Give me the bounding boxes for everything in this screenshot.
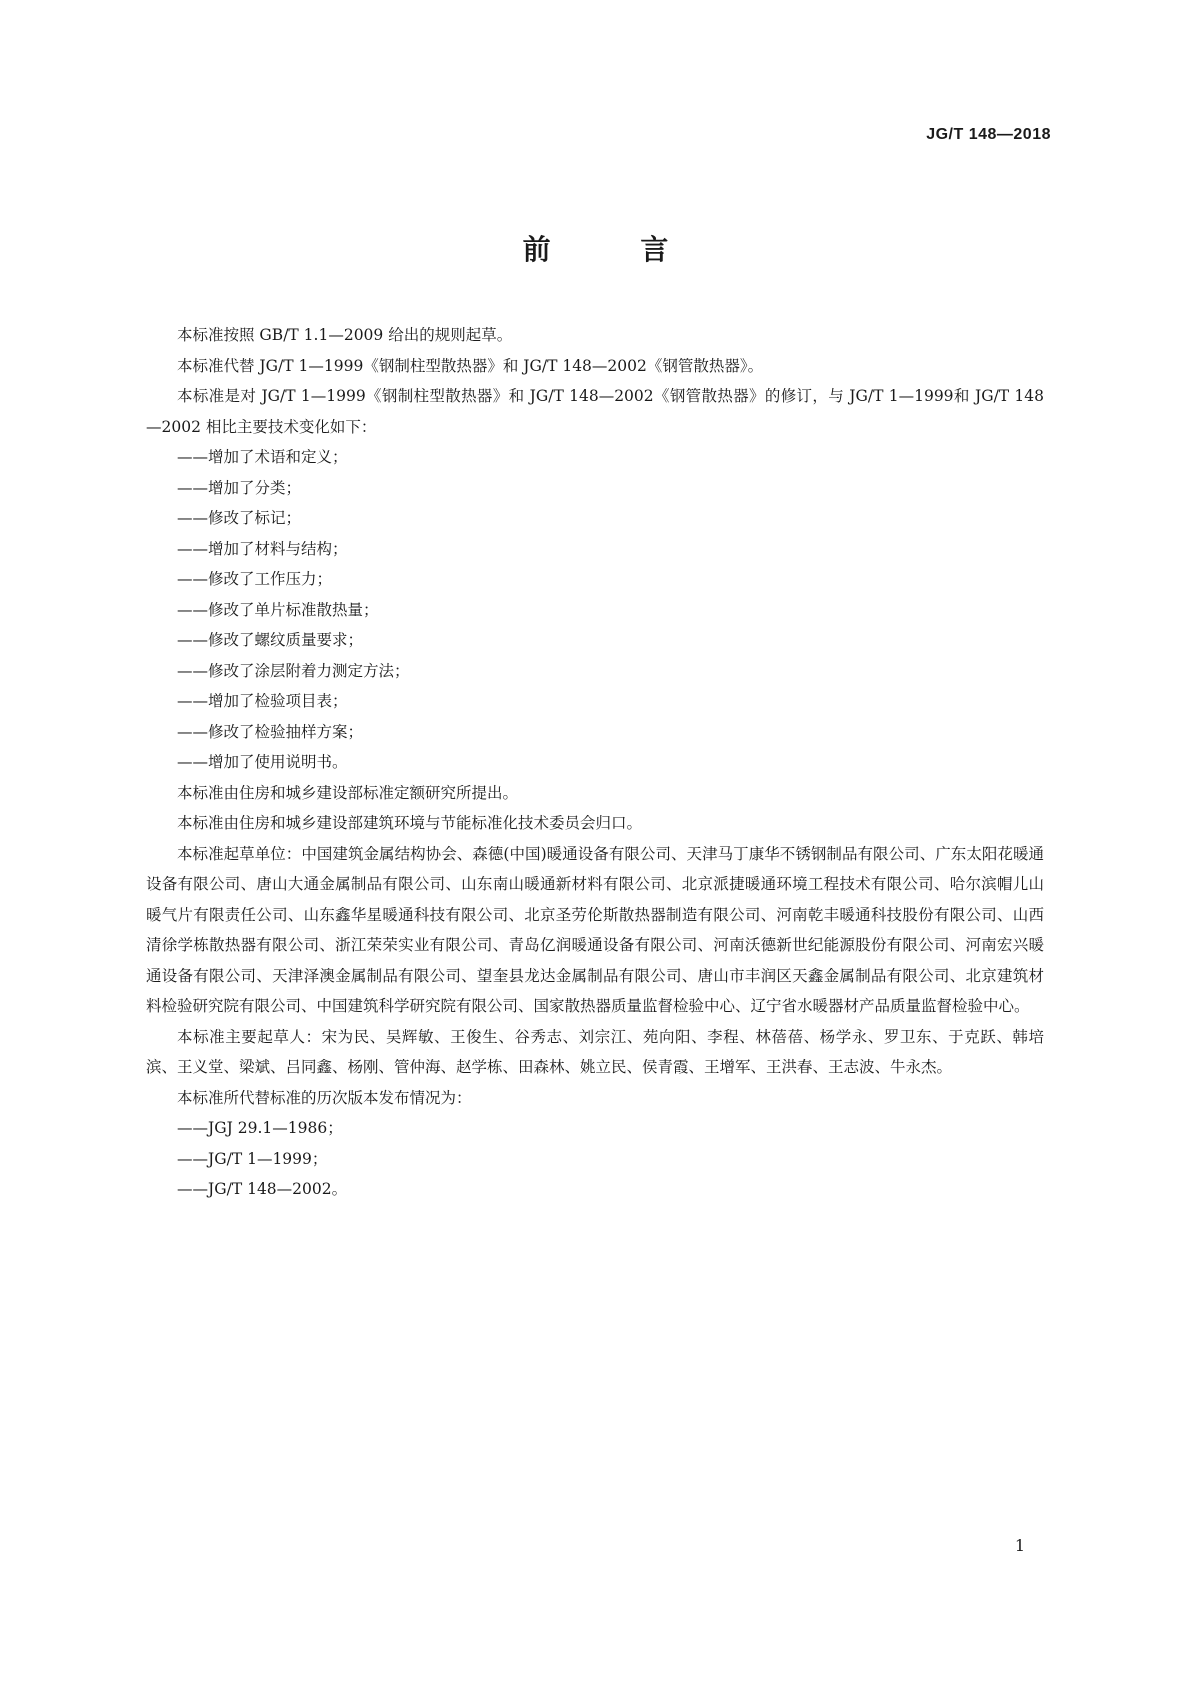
history-item: ——JG/T 148—2002。 [177,1180,348,1198]
paragraph-history-intro: 本标准所代替标准的历次版本发布情况为： [177,1088,472,1107]
change-item: ——修改了检验抽样方案； [177,722,364,741]
change-item: ——修改了涂层附着力测定方法； [177,661,410,680]
history-item: ——JG/T 1—1999； [177,1149,328,1168]
change-item: ——修改了螺纹质量要求； [177,631,364,649]
paragraph-drafting-units: 本标准起草单位：中国建筑金属结构协会、森德(中国)暖通设备有限公司、天津马丁康华不锈钢制品有限公司、广东太阳花暖通设备有限公司、唐山大通金属制品有限公司、山东南山暖通新材料有限公司、北京派捷暖通环境工程技术有限公司、哈尔滨帽儿山暖气片有限责任公司、山东鑫华星暖通科技有限公司、北京圣劳伦斯散热器制造有限公司、河南乾丰暖通科技股份有限公司、山西清徐学栋散热器有限公司、浙江荣荣实业有限公司、青岛亿润暖通设备有限公司、河南沃德新世纪能源股份有限公司、河南宏兴暖通设备有限公司、天津泽澳金属制品有限公司、望奎县龙达金属制品有限公司、唐山市丰润区天鑫金属制品有限公司、北京建筑材料检验研究院有限公司、中国建筑科学研究院有限公司、国家散热器质量监督检验中心、辽宁省水暖器材产品质量监督检验中心。 [146,844,1044,1015]
paragraph-drafting-rules: 本标准按照 GB/T 1.1—2009 给出的规则起草。 [177,326,513,344]
change-item: ——修改了单片标准散热量； [177,600,379,619]
change-item: ——增加了检验项目表； [177,692,348,710]
change-item: ——修改了标记； [177,509,302,527]
paragraph-proposed-by: 本标准由住房和城乡建设部标准定额研究所提出。 [177,783,519,802]
paragraph-replaces: 本标准代替 JG/T 1—1999《钢制柱型散热器》和 JG/T 148—2002《钢管散热器》。 [177,356,764,375]
change-item: ——增加了分类； [177,478,302,497]
page-number: 1 [1014,1536,1025,1555]
paragraph-revision: 本标准是对 JG/T 1—1999《钢制柱型散热器》和 JG/T 148—2002《钢管散热器》的修订，与 JG/T 1—1999和 JG/T 148—2002 相比主要技术变化如下： [146,387,1044,436]
paragraph-drafters: 本标准主要起草人：宋为民、吴辉敏、王俊生、谷秀志、刘宗江、苑向阳、李程、林蓓蓓、杨学永、罗卫东、于克跃、韩培滨、王义堂、梁斌、吕同鑫、杨刚、管仲海、赵学栋、田森林、姚立民、侯青霞、王增军、王洪春、王志波、牛永杰。 [146,1027,1044,1076]
change-item: ——增加了使用说明书。 [177,753,348,771]
standard-code: JG/T 148—2018 [926,126,1051,143]
history-item: ——JGJ 29.1—1986； [177,1119,343,1137]
change-item: ——修改了工作压力； [177,570,333,588]
paragraph-managed-by: 本标准由住房和城乡建设部建筑环境与节能标准化技术委员会归口。 [177,814,643,832]
foreword-body [146,320,1044,1205]
change-item: ——增加了术语和定义； [177,448,348,466]
page-title: 前 言 [522,233,709,266]
change-item: ——增加了材料与结构； [177,539,348,558]
